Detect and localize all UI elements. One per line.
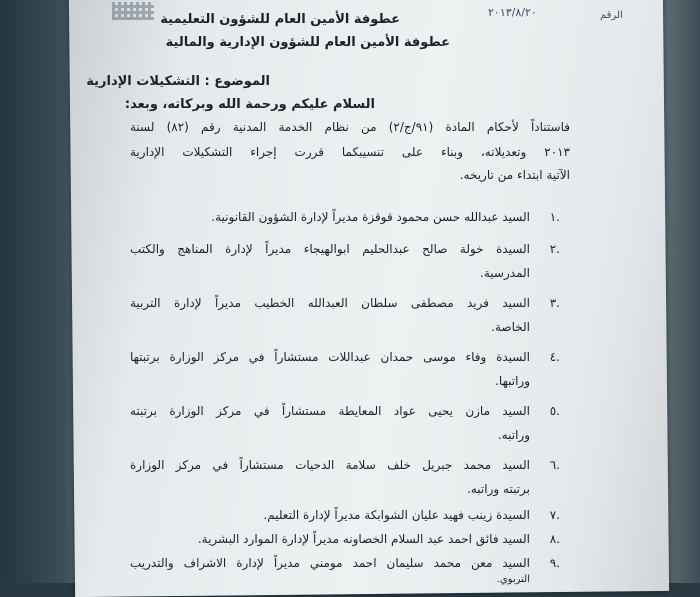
list-item: السيد فريد مصطفى سلطان العبدالله الخطيب مديراً لإدارة التربية	[130, 296, 530, 310]
addressee-line-1: عطوفة الأمين العام للشؤون التعليمية	[160, 12, 400, 27]
list-item-continuation: التربوي.	[496, 574, 530, 585]
list-item: السيدة خولة صالح عبدالحليم ابوالهيجاء مديراً لإدارة المناهج والكتب	[130, 242, 530, 256]
list-item: السيد معن محمد سليمان احمد مومني مديراً لإدارة الاشراف والتدريب	[130, 556, 530, 570]
list-item: السيدة زينب فهيد عليان الشوابكة مديراً لإدارة التعليم.	[263, 508, 530, 522]
list-item: السيد محمد جبريل خلف سلامة الدحيات مستشاراً في مركز الوزارة	[130, 458, 530, 472]
list-item: السيد فائق احمد عبد السلام الخصاونه مديراً لإدارة الموارد البشرية.	[197, 532, 530, 546]
list-item-continuation: برتبته وراتبه.	[467, 482, 530, 496]
item-number: .٩	[549, 556, 560, 570]
list-item-continuation: الخاصة.	[491, 320, 530, 334]
intro-line-3: الآتية ابتداء من تاريخه.	[459, 168, 570, 182]
qr-code-icon	[112, 2, 154, 20]
item-number: .١	[549, 210, 560, 224]
list-item: السيد مازن يحيى عواد المعايطة مستشاراً في مركز الوزارة برتبته	[130, 404, 530, 418]
list-item: السيد عبدالله حسن محمود قوقزة مديراً لإدارة الشؤون القانونية.	[211, 210, 530, 224]
greeting: السلام عليكم ورحمة الله وبركاته، وبعد:	[124, 97, 375, 112]
date-stamp	[488, 6, 537, 19]
list-item: السيدة وفاء موسى حمدان عبداللات مستشاراً في مركز الوزارة برتبتها	[130, 350, 530, 364]
item-number: .٤	[549, 350, 560, 364]
intro-line-2: ٢٠١٣ وتعديلاته، وبناء على تنسيبكما قررت إجراء التشكيلات الإدارية	[130, 145, 570, 159]
list-item-continuation: وراتبه.	[497, 428, 530, 442]
intro-line-1: فاستناداً لأحكام المادة (٩١/ج/٢) من نظام الخدمة المدنية رقم (٨٢) لسنة	[130, 120, 570, 134]
item-number: .٨	[549, 532, 560, 546]
addressee-line-2: عطوفة الأمين العام للشؤون الإدارية والمالية	[165, 35, 450, 50]
list-item-continuation: المدرسية.	[480, 266, 530, 280]
subject-line: الموضوع : التشكيلات الإدارية	[86, 74, 270, 89]
reference-label: الرقم	[600, 10, 623, 21]
item-number: .٧	[549, 508, 560, 522]
item-number: .٦	[549, 458, 560, 472]
item-number: .٢	[549, 242, 560, 256]
list-item-continuation: وراتبها.	[495, 374, 530, 388]
item-number: .٣	[549, 296, 560, 310]
date-value: ٢٠١٣/٨/٢٠	[488, 6, 537, 19]
item-number: .٥	[549, 404, 560, 418]
